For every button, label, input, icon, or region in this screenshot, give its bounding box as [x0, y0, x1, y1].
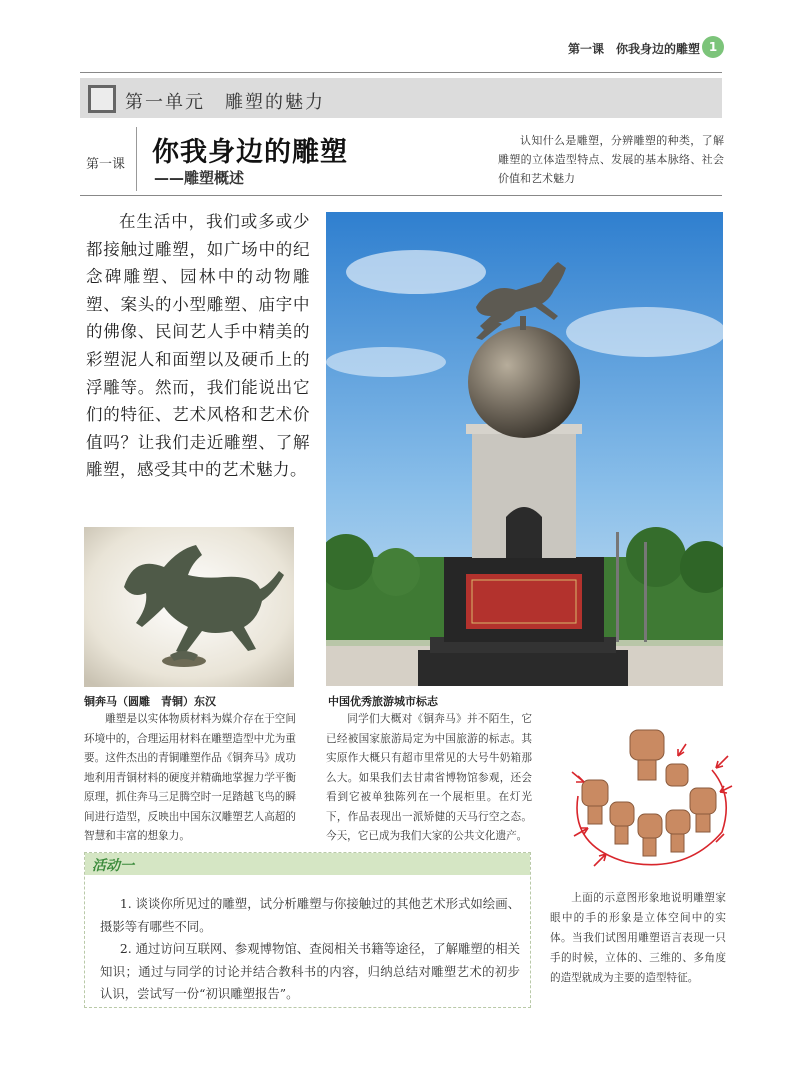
intro-paragraph: 在生活中，我们或多或少都接触过雕塑，如广场中的纪念碑雕塑、园林中的动物雕塑、案头的小型雕塑、庙宇中的佛像、民间艺人手中精美的彩塑泥人和面塑以及硬币上的浮雕等。然而，我们能说出它们的特征、艺术风格和艺术价值吗？让我们走近雕塑、了解雕塑，感受其中的艺术魅力。 — [86, 212, 310, 480]
fist-icon — [690, 788, 716, 832]
lesson-divider — [136, 127, 137, 191]
bronze-horse-caption: 铜奔马（圆雕 青铜）东汉 — [84, 695, 216, 708]
fist-icon — [666, 764, 688, 786]
fist-icon — [666, 810, 690, 852]
fists-diagram — [566, 716, 736, 878]
fist-icon — [630, 730, 664, 780]
bronze-horse-photo — [84, 527, 294, 687]
monument-caption: 中国优秀旅游城市标志 — [328, 695, 438, 708]
fist-icon — [638, 814, 662, 856]
section-rule — [80, 195, 722, 196]
fist-icon — [582, 780, 608, 824]
activity-item: 1. 谈谈你所见过的雕塑，试分析雕塑与你接触过的其他艺术形式如绘画、摄影等有哪些不同。 — [100, 896, 520, 934]
unit-square-icon — [88, 85, 116, 113]
lesson-title: 你我身边的雕塑 — [152, 137, 348, 168]
monument-text: 同学们大概对《铜奔马》并不陌生，它已经被国家旅游局定为中国旅游的标志。其实原作大概只有超市里常见的大号牛奶箱那么大。如果我们去甘肃省博物馆参观，还会看到它被单独陈列在一个展柜里。在灯光下，作品表现出一派矫健的天马行空之态。今天，它已成为我们大家的公共文化遗产。 — [326, 713, 532, 842]
lesson-subtitle: ——雕塑概述 — [154, 169, 245, 187]
lesson-label: 第一课 — [86, 157, 126, 172]
bronze-horse-text: 雕塑是以实体物质材料为媒介存在于空间环境中的，合理运用材料在雕塑造型中尤为重要。这件杰出的青铜雕塑作品《铜奔马》成功地利用青铜材料的硬度并精确地掌握力学平衡原理，抓住奔马三足腾空时一足踏越飞鸟的瞬间进行造型，反映出中国东汉雕塑艺人高超的智慧和丰富的想象力。 — [84, 713, 296, 842]
activity-item: 2. 通过访问互联网、参观博物馆、查阅相关书籍等途径，了解雕塑的相关知识；通过与同学的讨论并结合教科书的内容，归纳总结对雕塑艺术的初步认识，尝试写一份“初识雕塑报告”。 — [100, 941, 520, 1001]
header-rule — [80, 72, 722, 73]
activity-list — [100, 893, 520, 1006]
lesson-objectives: 认知什么是雕塑，分辨雕塑的种类，了解雕塑的立体造型特点、发展的基本脉络、社会价值和艺术魅力 — [498, 134, 724, 185]
fists-caption: 上面的示意图形象地说明雕塑家眼中的手的形象是立体空间中的实体。当我们试图用雕塑语言表现一只手的时候，立体的、三维的、多角度的造型就成为主要的造型特征。 — [550, 892, 726, 984]
page-number-badge: 1 — [702, 36, 724, 58]
running-head: 第一课 你我身边的雕塑 — [567, 42, 700, 56]
monument-photo — [326, 212, 723, 686]
activity-header-band — [85, 853, 530, 875]
activity-title: 活动一 — [92, 858, 134, 874]
unit-title: 第一单元 雕塑的魅力 — [125, 92, 325, 113]
fist-icon — [610, 802, 634, 844]
